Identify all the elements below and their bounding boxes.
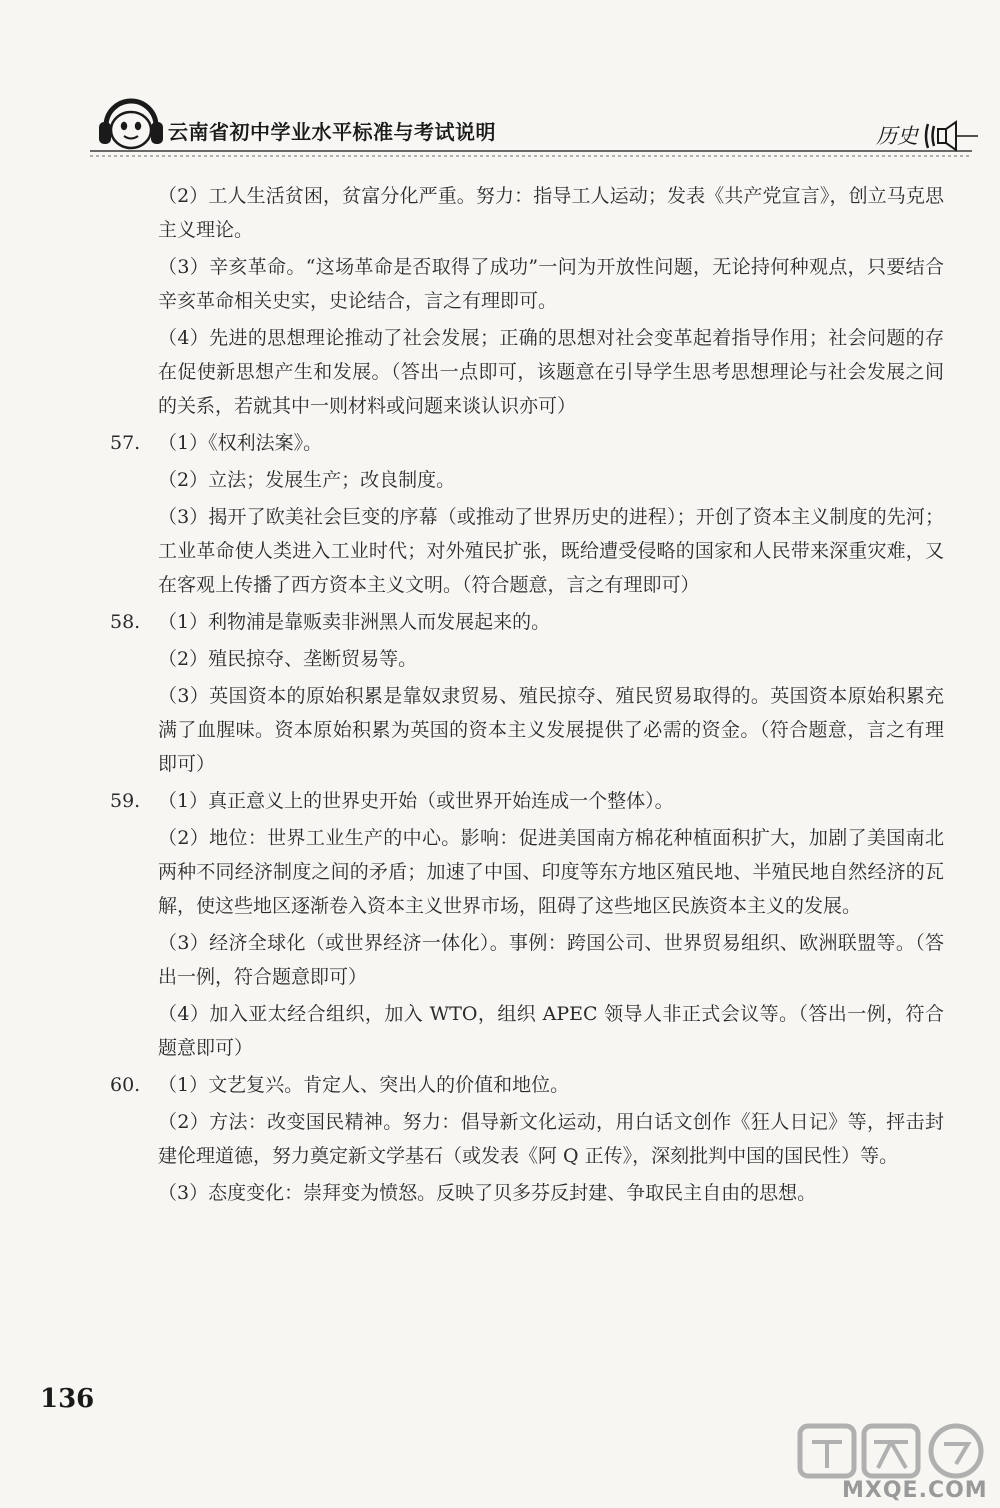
answer-paragraph <box>158 179 944 247</box>
answer-paragraph <box>110 605 944 639</box>
answer-text: （1）《权利法案》。 <box>158 432 323 454</box>
answer-text: （4）加入亚太经合组织，加入 WTO，组织 APEC 领导人非正式会议等。（答出一例，符合题意即可） <box>158 1003 944 1059</box>
answer-list <box>0 176 1000 1210</box>
answer-text: （3）揭开了欧美社会巨变的序幕（或推动了世界历史的进程）；开创了资本主义制度的先河；工业革命使人类进入工业时代；对外殖民扩张，既给遭受侵略的国家和人民带来深重灾难，又在客观上传播了西方资本主义文明。（符合题意，言之有理即可） <box>158 506 944 596</box>
answer-paragraph <box>110 1068 944 1102</box>
subject-label: 历史 <box>876 124 918 148</box>
answer-paragraph <box>110 784 944 818</box>
answer-paragraph <box>158 500 944 602</box>
answer-paragraph <box>158 926 944 994</box>
answer-paragraph <box>158 1105 944 1173</box>
answer-text: （2）地位：世界工业生产的中心。影响：促进美国南方棉花种植面积扩大，加剧了美国南北两种不同经济制度之间的矛盾；加速了中国、印度等东方地区殖民地、半殖民地自然经济的瓦解，使这些地区逐渐卷入资本主义世界市场，阻碍了这些地区民族资本主义的发展。 <box>158 827 944 917</box>
page-header <box>0 0 1000 170</box>
answer-paragraph <box>158 642 944 676</box>
answer-paragraph <box>158 679 944 781</box>
page-number: 136 <box>40 1384 95 1414</box>
answer-paragraph <box>158 1176 944 1210</box>
answer-paragraph <box>158 321 944 423</box>
answer-text: （2）立法；发展生产；改良制度。 <box>158 469 456 491</box>
speaker-icon <box>922 116 980 156</box>
answer-text: （3）经济全球化（或世界经济一体化）。事例：跨国公司、世界贸易组织、欧洲联盟等。（答出一例，符合题意即可） <box>158 932 944 988</box>
answer-text: （4）先进的思想理论推动了社会发展；正确的思想对社会变革起着指导作用；社会问题的存在促使新思想产生和发展。（答出一点即可，该题意在引导学生思考思想理论与社会发展之间的关系，若就其中一则材料或问题来谈认识亦可） <box>158 327 944 417</box>
question-number: 59. <box>110 790 141 812</box>
answer-text: （1）真正意义上的世界史开始（或世界开始连成一个整体）。 <box>158 790 674 812</box>
answer-text: （1）利物浦是靠贩卖非洲黑人而发展起来的。 <box>158 611 551 633</box>
answer-paragraph <box>158 997 944 1065</box>
watermark-text: MXQE.COM <box>842 1478 988 1503</box>
book-title: 云南省初中学业水平标准与考试说明 <box>168 120 496 144</box>
answer-paragraph <box>158 250 944 318</box>
question-number: 58. <box>110 611 141 633</box>
answer-text: （2）殖民掠夺、垄断贸易等。 <box>158 648 418 670</box>
answer-paragraph <box>158 821 944 923</box>
answer-text: （3）辛亥革命。“这场革命是否取得了成功”一问为开放性问题，无论持何种观点，只要结合辛亥革命相关史实，史论结合，言之有理即可。 <box>158 256 944 312</box>
answer-text: （3）英国资本的原始积累是靠奴隶贸易、殖民掠夺、殖民贸易取得的。英国资本原始积累充满了血腥味。资本原始积累为英国的资本主义发展提供了必需的资金。（符合题意，言之有理即可） <box>158 685 944 775</box>
answer-text: （3）态度变化：崇拜变为愤怒。反映了贝多芬反封建、争取民主自由的思想。 <box>158 1182 817 1204</box>
question-number: 60. <box>110 1074 141 1096</box>
answer-text: （2）方法：改变国民精神。努力：倡导新文化运动，用白话文创作《狂人日记》等，抨击封建伦理道德，努力奠定新文学基石（或发表《阿 Q 正传》，深刻批判中国的国民性）等。 <box>158 1111 944 1167</box>
answer-text: （1）文艺复兴。肯定人、突出人的价值和地位。 <box>158 1074 570 1096</box>
answer-paragraph <box>158 463 944 497</box>
answer-text: （2）工人生活贫困，贫富分化严重。努力：指导工人运动；发表《共产党宣言》，创立马克思主义理论。 <box>158 185 944 241</box>
headphone-mascot-icon <box>96 92 166 154</box>
answer-paragraph <box>110 426 944 460</box>
header-rule <box>90 148 972 160</box>
question-number: 57. <box>110 432 141 454</box>
